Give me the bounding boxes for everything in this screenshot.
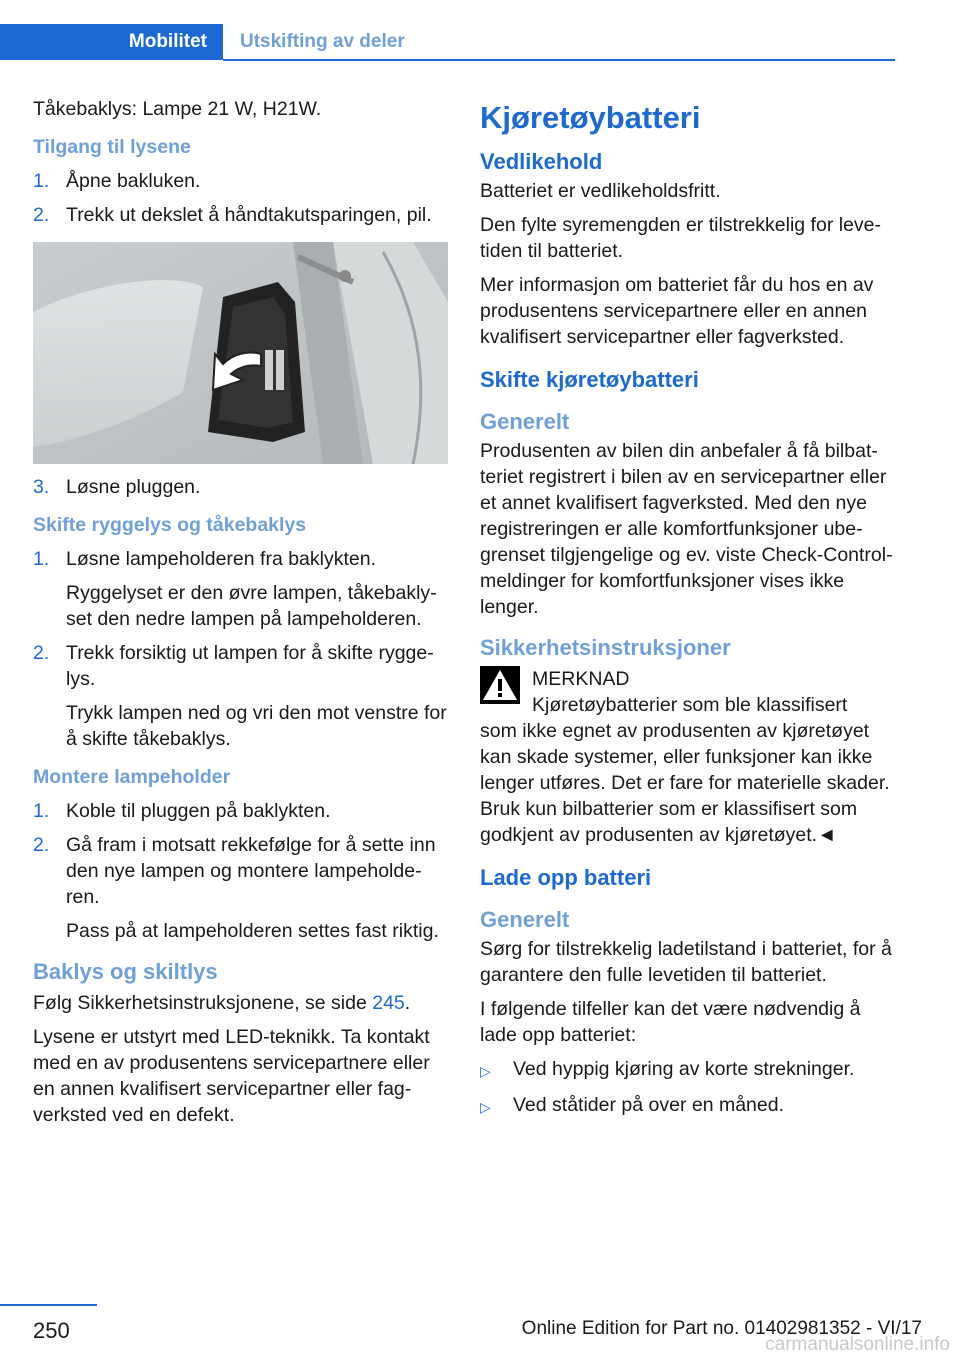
rear-lights-heading: Baklys og skiltlys — [33, 959, 218, 984]
list-item: 3. Løsne pluggen. — [33, 476, 201, 498]
list-item: 2. Trekk forsiktig ut lampen for å skifte ryggelys. Trykk lampen ned og vri den mot venstre for å skifte tåkebaklys. — [33, 642, 447, 750]
left-column — [33, 96, 448, 1136]
chapter-tabbar — [0, 24, 895, 62]
bullet-triangle-icon: ▷ — [480, 1099, 491, 1115]
list-item: 1. Åpne bakluken. — [33, 170, 201, 192]
intro-text: Tåkebaklys: Lampe 21 W, H21W. — [33, 98, 322, 120]
maintenance-p1: Batteriet er vedlikeholdsfritt. — [480, 180, 721, 202]
right-column — [480, 96, 898, 1128]
list-item: ▷ Ved hyppig kjøring av korte strekninger. — [480, 1056, 898, 1084]
replace-text: Produsenten av bilen din anbefaler å få bilbatteriet registrert i bilen av en servicepartner eller et annet kvalifisert fagverksted. Med den nye registreringen er alle komfortfunksjoner ubegrenset tilgjengelige og ev. viste Check-Control-meldinger for komfortfunksjoner vises ikke lenger. — [480, 440, 893, 618]
warning-body: som ikke egnet av produsenten av kjøretøyet kan skade systemer, eller funksjoner kan ikke lenger utføres. Det er fare for materielle skader. Bruk kun bilbatterier som er klassifisert som godkjent av produsenten av kjøretøyet.◄ — [480, 720, 890, 846]
tab-underline — [223, 59, 895, 61]
rear-led-text: Lysene er utstyrt med LED-teknikk. Ta kontakt med en av produsentens servicepartnere eller en annen kvalifisert servicepartner eller fagverksted ved en defekt. — [33, 1026, 430, 1126]
mount-heading: Montere lampeholder — [33, 766, 231, 788]
tailgate-cover-photo — [33, 242, 448, 464]
page-link[interactable]: 245 — [372, 992, 405, 1014]
change-heading: Skifte ryggelys og tåkebaklys — [33, 514, 307, 536]
page-number: 250 — [33, 1318, 70, 1343]
rear-safety-ref: Følg Sikkerhetsinstruksjonene, se side 245. — [33, 992, 411, 1014]
replace-battery-heading: Skifte kjøretøybatteri — [480, 367, 699, 392]
maintenance-p3: Mer informasjon om batteriet får du hos en av produsentens servicepartnere eller en annen kvalifisert servicepartner eller fagverksted. — [480, 274, 874, 348]
access-heading: Tilgang til lysene — [33, 136, 191, 158]
list-item: 2. Trekk ut dekslet å håndtakutsparingen, pil. — [33, 204, 432, 226]
general-heading-2: Generelt — [480, 907, 570, 932]
list-item: 1. Løsne lampeholderen fra baklykten. Ryggelyset er den øvre lampen, tåkebaklyset den nedre lampen på lampeholderen. — [33, 548, 437, 630]
warning-lead: Kjøretøybatterier som ble klassifisert — [532, 694, 848, 716]
watermark: carmanualsonline.info — [765, 1334, 950, 1355]
change-steps — [33, 546, 448, 752]
warning-icon — [480, 666, 520, 704]
charge-p1: Sørg for tilstrekkelig ladetilstand i batteriet, for å garantere den fulle levetiden til batteriet. — [480, 938, 892, 986]
bullet-triangle-icon: ▷ — [480, 1063, 491, 1079]
charge-battery-heading: Lade opp batteri — [480, 865, 652, 890]
mount-steps — [33, 798, 448, 944]
charge-p2: I følgende tilfeller kan det være nødvendig å lade opp batteriet: — [480, 998, 861, 1046]
tab-mobilitet[interactable]: Mobilitet — [0, 24, 223, 60]
step-three — [33, 474, 448, 500]
edition-note: Online Edition for Part no. 01402981352 - VI/17 — [521, 1318, 922, 1339]
maintenance-p2: Den fylte syremengden er tilstrekkelig for levetiden til batteriet. — [480, 214, 882, 262]
battery-title: Kjøretøybatteri — [480, 100, 701, 135]
charge-bullets — [480, 1056, 898, 1120]
list-item: 1. Koble til pluggen på baklykten. — [33, 800, 331, 822]
general-heading: Generelt — [480, 409, 570, 434]
safety-heading: Sikkerhetsinstruksjoner — [480, 635, 731, 660]
warning-notice — [480, 666, 898, 848]
list-item: ▷ Ved ståtider på over en måned. — [480, 1092, 898, 1120]
list-item: 2. Gå fram i motsatt rekkefølge for å sette inn den nye lampen og montere lampeholderen. Pass på at lampeholderen settes fast riktig. — [33, 834, 439, 942]
tab-utskifting[interactable]: Utskifting av deler — [240, 31, 405, 52]
footer-rule — [0, 1304, 97, 1306]
maintenance-heading: Vedlikehold — [480, 149, 603, 174]
access-steps — [33, 168, 448, 228]
warning-title: MERKNAD — [532, 668, 630, 690]
